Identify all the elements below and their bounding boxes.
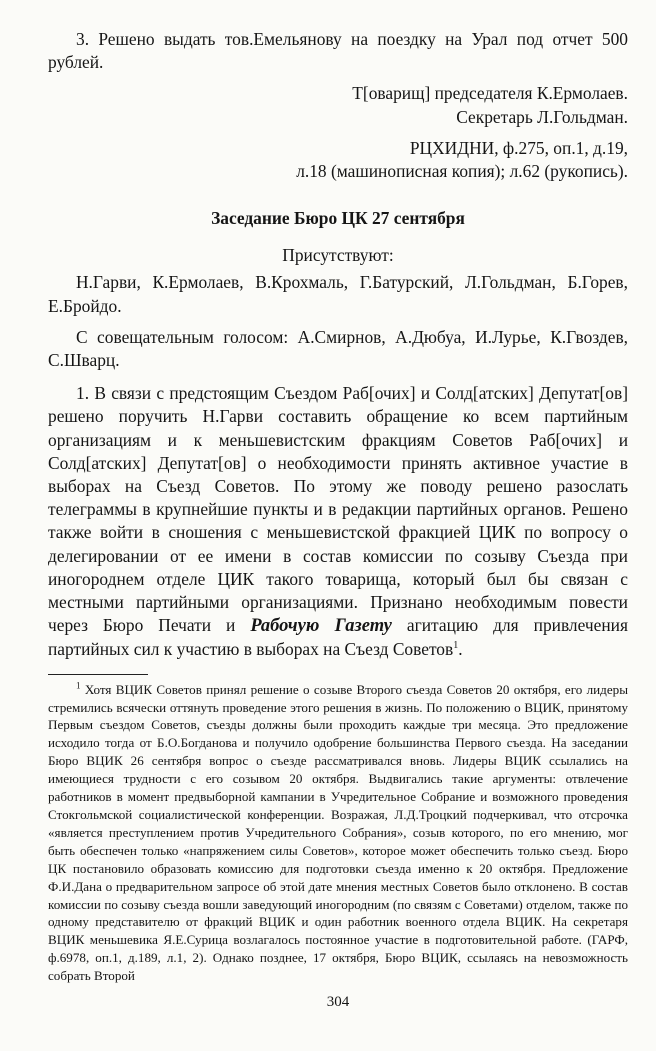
newspaper-name: Рабочую Газету	[250, 616, 392, 637]
item-1-text-after: агитацию для привлечения партийных сил к участию в выборах на Съезд Советов	[48, 615, 628, 660]
item-3-paragraph: 3. Решено выдать тов.Емельянову на поездку на Урал под отчет 500 рублей.	[48, 29, 628, 73]
footnote	[48, 681, 628, 985]
item-1-paragraph: 1. В связи с предстоящим Съездом Раб[очих] и Солд[атских] Депутат[ов] решено поручить Н.Гарви составить обращение ко всем партийным организациям и к меньшевистским фракциям Советов Раб[очих] и Солд[атских] Депутат[ов] о необходимости принять активное участие в выборах на Съезд Советов. По этому же поводу решено разослать телеграммы в крупнейшие пункты и в редакции партийных органов. Решено также войти в сношения с меньшевистской фракцией ЦИК по вопросу о делегировании от ее имени в состав комиссии по созыву Съезда при иногороднем отделе ЦИК такого товарища, который был бы связан с местными партийными организациями. Признано необходимым повести через Бюро Печати и Рабочую Газету агитацию для привлечения партийных сил к участию в выборах на Съезд Советов$^1$.	[48, 383, 628, 660]
advisory-list: С совещательным голосом: А.Смирнов, А.Дюбуа, И.Лурье, К.Гвоздев, С.Шварц.	[48, 326, 628, 371]
archive-ref-line2: л.18 (машинописная копия); л.62 (рукопись).	[296, 161, 628, 182]
signature-secretary: Секретарь Л.Гольдман.	[456, 106, 628, 127]
present-list: Н.Гарви, К.Ермолаев, В.Крохмаль, Г.Батурский, Л.Гольдман, Б.Горев, Е.Бройдо.	[48, 272, 628, 316]
page-number: 304	[326, 994, 350, 1010]
document-page	[48, 28, 628, 1010]
archive-ref-line1: РЦХИДНИ, ф.275, оп.1, д.19,	[409, 137, 628, 158]
item-1-text-before: 1. В связи с предстоящим Съездом Раб[очих] и Солд[атских] Депутат[ов] решено поручить Н.Гарви составить обращение ко всем партийным организациям и к меньшевистским фракциям Советов Раб[очих] и Солд[атских] Депутат[ов] о необходимости принять активное участие в выборах на Съезд Советов. По этому же поводу решено разослать телеграммы в крупнейшие пункты и в редакции партийных органов. Решено также войти в сношения с меньшевистской фракцией ЦИК по вопросу о делегировании от ее имени в состав комиссии по созыву Съезда при иногороднем отделе ЦИК такого товарища, который был бы связан с местными партийными организациями. Признано необходимым повести через Бюро Печати и	[48, 383, 628, 636]
signature-chair: Т[оварищ] председателя К.Ермолаев.	[352, 83, 628, 104]
footnote-text: Хотя ВЦИК Советов принял решение о созыве Второго съезда Советов 20 октября, его лидеры стремились всячески оттянуть проведение этого решения в жизнь. По положению о ВЦИК, принятому Первым съездом Советов, съезды должны были проходить каждые три месяца. Это предложение исходило тогда от Б.О.Богданова и получило одобрение большинства Первого съезда. На заседании Бюро ВЦИК 26 сентября вопрос о съезде рассматривался вновь. Лидеры ВЦИК ссылались на имеющиеся трудности с его созывом 20 октября. Выдвигались такие аргументы: отвлечение работников в момент предвыборной кампании в Учредительное Собрание и возможного проведения Стокгольмской социалистической конференции. Возражая, Л.Д.Троцкий подчеркивал, что отсрочка «является преступлением против Учредительного Собрания», созыв которого, по его мнению, мог быть обеспечен только «напряжением силы Советов», которое может обеспечить только съезд. Бюро ЦК постановило образовать комиссию для подготовки съезда именно к 20 октября. Предложение Ф.И.Дана о предварительном запросе об этой дате мнения местных Советов было отклонено. В состав комиссии по созыву съезда вошли заведующий иногородним (по связям с Советами) отделом, также по одному представителю от фракций ВЦИК и один работник военного отдела ВЦИК. На секретаря ВЦИК меньшевика Я.Е.Сурица возлагалось постоянное участие в подготовительной работе. (ГАРФ, ф.6978, оп.1, д.189, л.1, 2). Однако позднее, 17 октября, Бюро ВЦИК, ссылаясь на невозможность собрать Второй	[48, 681, 628, 984]
meeting-title: Заседание Бюро ЦК 27 сентября	[211, 208, 465, 229]
footnote-number: 1	[76, 680, 81, 691]
footnote-reference: 1	[453, 640, 459, 652]
present-label: Присутствуют:	[282, 245, 394, 266]
footnote-divider	[48, 674, 148, 675]
